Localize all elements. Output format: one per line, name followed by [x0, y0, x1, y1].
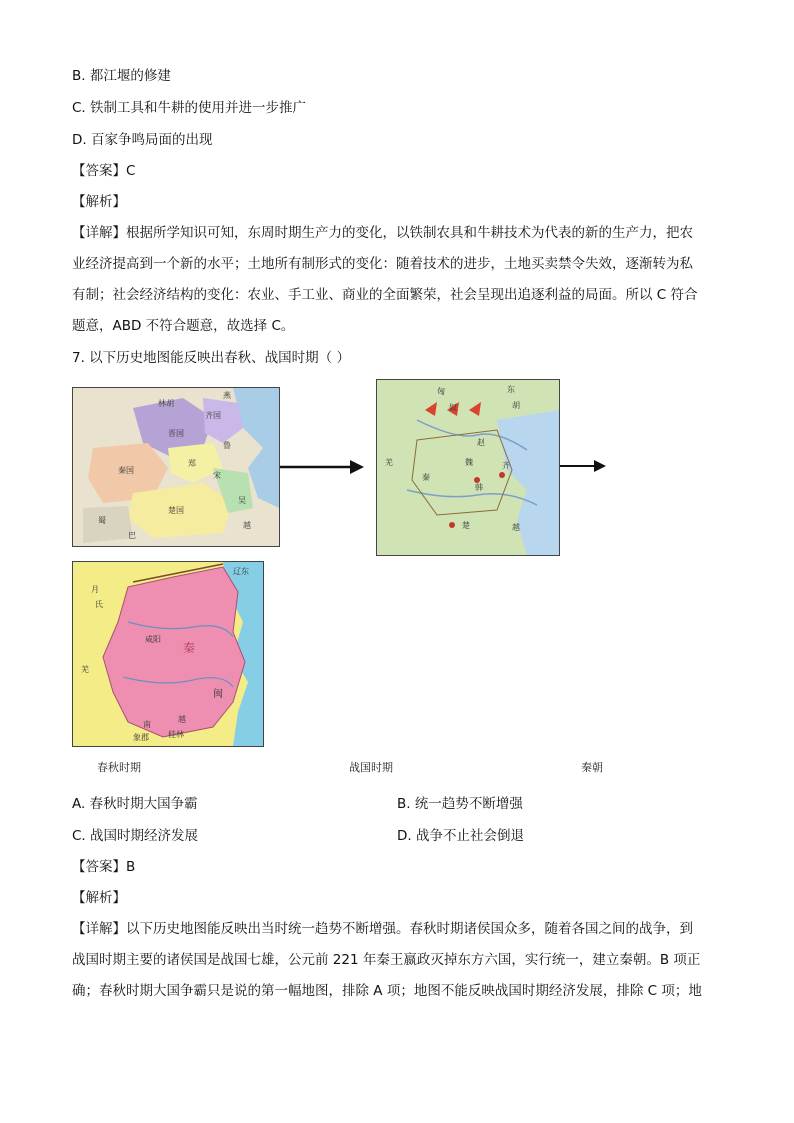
- label-xiong: 匈: [437, 387, 445, 396]
- label-yan: 燕: [223, 391, 231, 400]
- label-ws-chu: 楚: [462, 521, 470, 530]
- arrow-2-icon: [560, 458, 608, 474]
- detail-line: 战国时期主要的诸侯国是战国七雄，公元前 221 年秦王嬴政灭掉东方六国，实行统一，建立秦朝。B 项正: [72, 952, 701, 968]
- detail-prev-line: 【详解】根据所学知识可知，东周时期生产力的变化，以铁制农具和牛耕技术为代表的新的生产力，把农: [72, 225, 693, 241]
- answer-prev: 【答案】C: [72, 163, 136, 179]
- caption-qin: 秦朝: [581, 761, 603, 774]
- label-han: 韩: [475, 483, 483, 492]
- arrow-1-icon: [280, 458, 365, 476]
- label-qiang: 羌: [385, 458, 393, 467]
- caption-spring-autumn: 春秋时期: [97, 761, 141, 774]
- map-qin-image: [73, 562, 263, 746]
- label-song: 宋: [213, 471, 221, 480]
- label-dong: 东: [507, 385, 515, 394]
- option-b: B. 统一趋势不断增强: [397, 796, 523, 812]
- label-ws-qi: 齐: [502, 461, 510, 470]
- label-hu: 胡: [512, 401, 520, 410]
- caption-warring-states: 战国时期: [349, 761, 393, 774]
- option-d: D. 战争不止社会倒退: [397, 828, 524, 844]
- detail-prev: [72, 218, 722, 342]
- label-yue-zhi-1: 月: [91, 585, 99, 594]
- detail-prev-line: 题意，ABD 不符合题意，故选择 C。: [72, 318, 295, 334]
- detail: [72, 914, 722, 1007]
- label-zhao: 赵: [477, 438, 485, 447]
- analysis-label: 【解析】: [72, 890, 126, 906]
- label-ws-yue: 越: [512, 523, 520, 532]
- label-shu: 蜀: [98, 516, 106, 525]
- map-warring-states: [376, 379, 560, 556]
- label-ba: 巴: [128, 531, 136, 540]
- label-qin: 秦国: [118, 466, 134, 475]
- option-c: C. 战国时期经济发展: [72, 828, 199, 844]
- map-spring-autumn-image: [73, 388, 279, 546]
- option-c-prev: C. 铁制工具和牛耕的使用并进一步推广: [72, 100, 307, 116]
- detail-prev-line: 有制；社会经济结构的变化：农业、手工业、商业的全面繁荣，社会呈现出追逐利益的局面。所以 C 符合: [72, 287, 698, 303]
- map-warring-states-image: [377, 380, 559, 555]
- label-chu: 楚国: [168, 506, 184, 515]
- label-min: 闽: [213, 689, 223, 700]
- label-qi: 齐国: [205, 411, 221, 420]
- label-wei: 魏: [465, 458, 473, 467]
- analysis-label-prev: 【解析】: [72, 194, 126, 210]
- label-nan: 南: [143, 720, 151, 729]
- question-7: 7. 以下历史地图能反映出春秋、战国时期（ ）: [72, 350, 350, 366]
- label-yue-south: 越: [178, 715, 186, 724]
- label-wu: 吴: [238, 496, 246, 505]
- label-linhu: 林胡: [158, 399, 174, 408]
- label-guilin: 桂林: [168, 730, 184, 739]
- map-qin: [72, 561, 264, 747]
- label-yue: 越: [243, 521, 251, 530]
- option-d-prev: D. 百家争鸣局面的出现: [72, 132, 213, 148]
- option-b-prev: B. 都江堰的修建: [72, 68, 171, 84]
- answer: 【答案】B: [72, 859, 136, 875]
- label-xiangjun: 象郡: [133, 733, 149, 742]
- detail-line: 确；春秋时期大国争霸只是说的第一幅地图，排除 A 项；地图不能反映战国时期经济发展，排除 C 项；地: [72, 983, 702, 999]
- detail-prev-line: 业经济提高到一个新的水平；土地所有制形式的变化：随着技术的进步，土地买卖禁令失效，逐渐转为私: [72, 256, 693, 272]
- map-spring-autumn: [72, 387, 280, 547]
- label-lu: 鲁: [223, 441, 231, 450]
- label-zheng: 郑: [188, 459, 196, 468]
- option-a: A. 春秋时期大国争霸: [72, 796, 198, 812]
- label-liaodong: 辽东: [233, 567, 249, 576]
- label-ws-qin: 秦: [422, 473, 430, 482]
- label-yue-zhi-2: 氏: [95, 600, 103, 609]
- label-nu: 奴: [449, 403, 457, 412]
- label-qin-dynasty: 秦: [183, 641, 196, 655]
- label-jin: 晋国: [168, 429, 184, 438]
- label-xianyang: 咸阳: [145, 635, 161, 644]
- label-qin-qiang: 羌: [81, 665, 89, 674]
- detail-line: 【详解】以下历史地图能反映出当时统一趋势不断增强。春秋时期诸侯国众多，随着各国之间的战争，到: [72, 921, 693, 937]
